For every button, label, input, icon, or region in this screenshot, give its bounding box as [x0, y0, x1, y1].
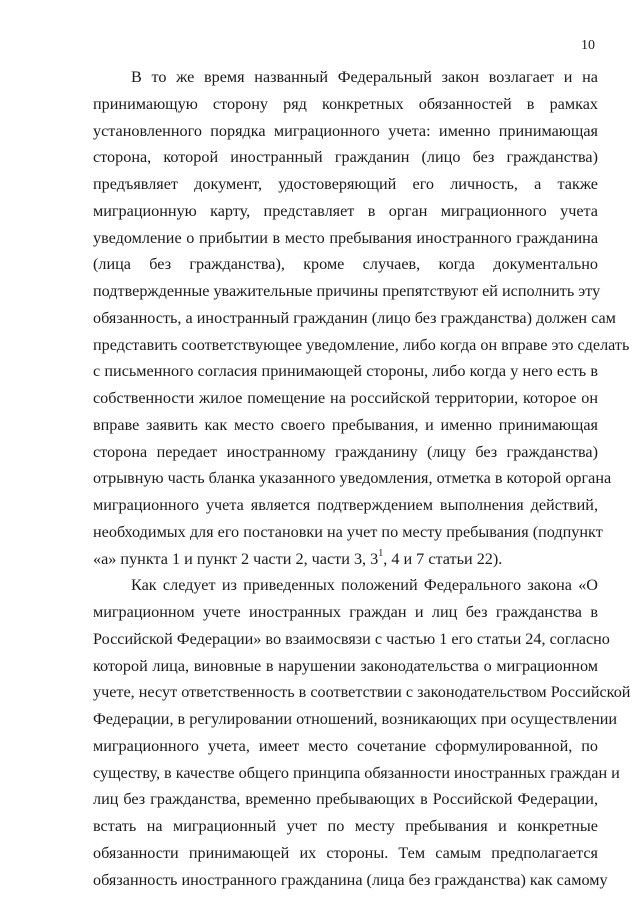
- text-line-content: встать на миграционный учет по месту пребывания и конкретные: [93, 817, 598, 835]
- text-line-content: обязанность иностранного гражданина (лица без гражданства) как самому: [93, 870, 608, 889]
- text-line: [93, 281, 601, 301]
- text-line: [93, 308, 616, 328]
- text-line-content: миграционную карту, представляет в орган миграционного учета: [93, 201, 598, 220]
- text-line-content: отрывную часть бланка указанного уведомления, отметка в которой органа: [93, 469, 612, 488]
- text-line-content: представить соответствующее уведомление, либо когда он вправе это сделать: [93, 335, 630, 354]
- text-line: [93, 335, 630, 355]
- text-line: [93, 495, 598, 515]
- text-line: [93, 789, 598, 809]
- text-line: [93, 361, 598, 381]
- text-line-content: Российской Федерации» во взаимосвязи с частью 1 его статьи 24, согласно: [93, 629, 610, 648]
- text-line: [93, 94, 598, 114]
- text-line-content: предъявляет документ, удостоверяющий его личность, а также: [93, 175, 598, 193]
- text-line: [93, 388, 598, 408]
- text-line-content: миграционного учета, имеет место сочетание сформулированной, по: [93, 736, 598, 755]
- text-line-content: обязанности принимающей их стороны. Тем самым предполагается: [93, 843, 598, 862]
- text-line-content: необходимых для его постановки на учет по месту пребывания (подпункт: [93, 522, 603, 541]
- text-line: [93, 147, 598, 167]
- text-line-content: вправе заявить как место своего пребывания, и именно принимающая: [93, 415, 598, 434]
- text-line-content: учете, несут ответственность в соответствии с законодательством Российской: [93, 683, 631, 702]
- text-line: [93, 816, 598, 836]
- text-line-content: принимающую сторону ряд конкретных обязанностей в рамках: [93, 94, 598, 113]
- text-line-content: «а» пункта 1 и пункт 2 части 2, части 3, 3: [93, 549, 379, 568]
- page-number: 10: [581, 38, 595, 53]
- text-line: [93, 602, 598, 622]
- text-line-content: сторона передает иностранному гражданину (лицу без гражданства): [93, 442, 598, 461]
- text-line: [93, 174, 598, 194]
- text-line: [93, 763, 620, 783]
- text-line-content: обязанность, а иностранный гражданин (лицо без гражданства) должен сам: [93, 308, 616, 327]
- text-line: [131, 575, 598, 595]
- text-line: [93, 228, 598, 248]
- superscript: 1: [378, 548, 384, 560]
- text-line-content: миграционном учете иностранных граждан и лиц без гражданства в: [93, 603, 598, 621]
- text-line: [93, 870, 608, 890]
- text-line: [93, 201, 598, 221]
- text-line-content: подтвержденные уважительные причины препятствуют ей исполнить эту: [93, 282, 601, 300]
- text-line: [93, 682, 631, 702]
- text-line: [93, 629, 610, 649]
- text-line: [93, 522, 603, 542]
- text-line: [93, 415, 598, 435]
- text-line-content: лиц без гражданства, временно пребывающих в Российской Федерации,: [93, 790, 598, 809]
- text-line: [93, 549, 598, 569]
- text-line-content: существу, в качестве общего принципа обязанности иностранных граждан и: [93, 763, 620, 782]
- text-line-content: (лица без гражданства), кроме случаев, когда документально: [93, 255, 598, 274]
- text-line: [93, 709, 618, 729]
- text-line-content: Федерации, в регулировании отношений, возникающих при осуществлении: [93, 710, 618, 728]
- text-line-content: с письменного согласия принимающей стороны, либо когда у него есть в: [93, 362, 598, 381]
- text-line-content: уведомление о прибытии в место пребывания иностранного гражданина: [93, 228, 598, 247]
- text-line-content: сторона, которой иностранный гражданин (лицо без гражданства): [93, 148, 598, 167]
- text-line: [93, 442, 598, 462]
- text-line: [93, 656, 598, 676]
- text-line-content: миграционного учета является подтверждением выполнения действий,: [93, 496, 598, 514]
- text-line-content: Как следует из приведенных положений Федерального закона «О: [131, 576, 598, 595]
- text-line: [93, 736, 598, 756]
- text-line: [93, 254, 598, 274]
- text-line: [93, 121, 598, 141]
- text-line: [131, 67, 598, 87]
- text-line-content: собственности жилое помещение на российской территории, которое он: [93, 389, 598, 407]
- text-line: [93, 468, 612, 488]
- text-line-content: которой лица, виновные в нарушении законодательства о миграционном: [93, 656, 598, 675]
- text-line: [93, 843, 598, 863]
- text-line-content: В то же время названный Федеральный закон возлагает и на: [131, 68, 598, 86]
- text-line-content: установленного порядка миграционного учета: именно принимающая: [93, 121, 598, 140]
- text-line-continuation: , 4 и 7 статьи 22).: [383, 549, 503, 568]
